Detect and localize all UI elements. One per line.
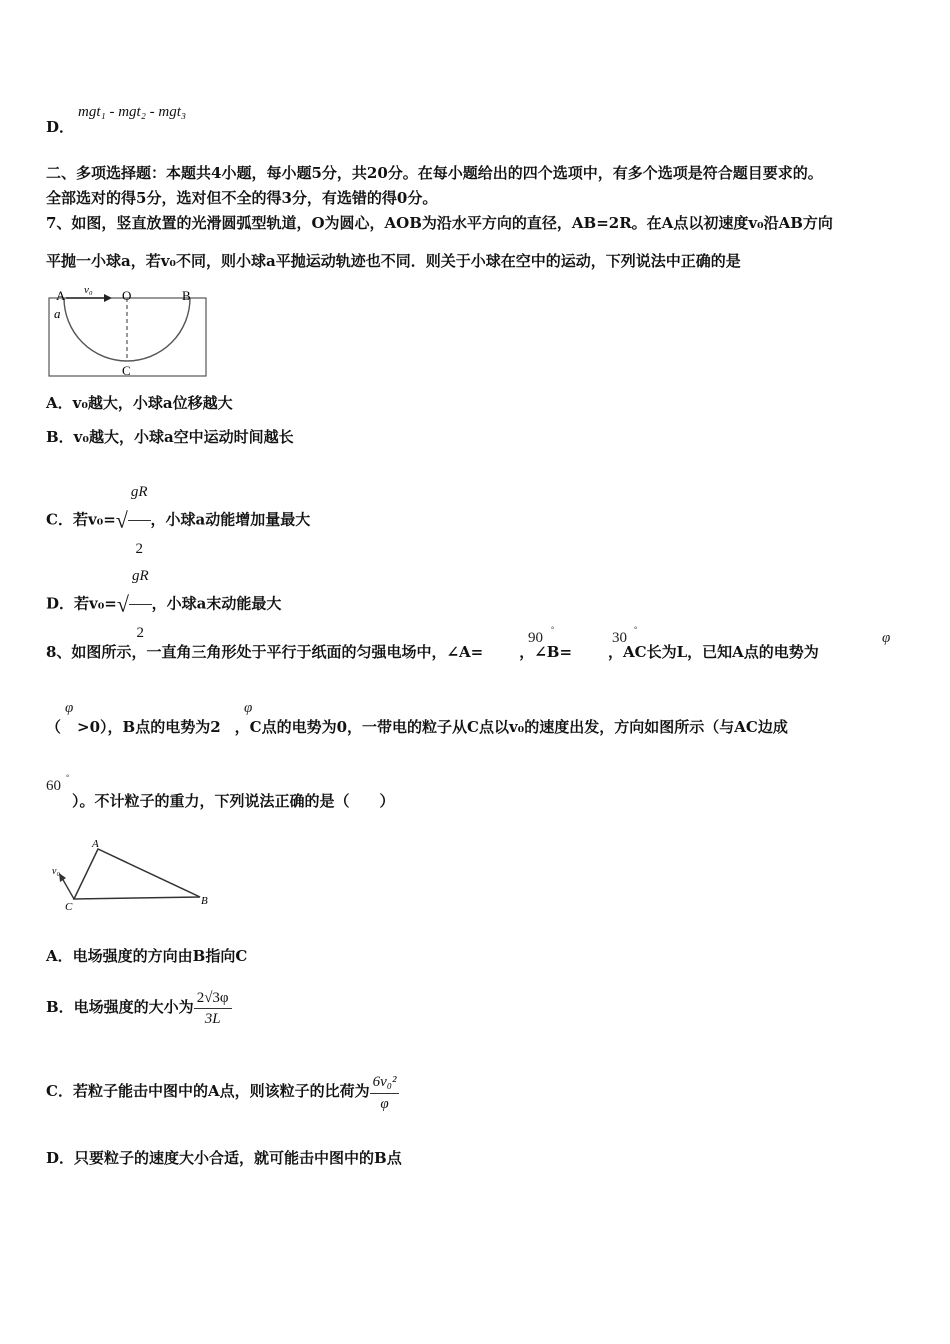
q8-angle-a-value: 90 — [528, 630, 543, 646]
q7-option-a: A．v₀越大，小球a位移越大 — [46, 394, 233, 412]
q7-option-b: B．v₀越大，小球a空中运动时间越长 — [46, 428, 294, 446]
q8-phi-1: φ — [882, 630, 891, 646]
sqrt-icon: √ — [116, 591, 129, 617]
q8-stem-d: （ — [46, 718, 62, 736]
q8-stem-row2 — [46, 716, 788, 737]
q8-option-c — [46, 1066, 399, 1116]
q8-stem-a: 8、如图所示，一直角三角形处于平行于纸面的匀强电场中，∠A= — [46, 643, 484, 661]
q8-angle-60-deg: ° — [66, 773, 70, 782]
q8-angle-b-deg: ° — [634, 625, 638, 634]
section2-heading-line2: 全部选对的得5分，选对但不全的得3分，有选错的得0分。 — [46, 189, 438, 207]
q8-figure-v0-arrowhead — [59, 873, 66, 882]
q8-option-d: D．只要粒子的速度大小合适，就可能击中图中的B点 — [46, 1149, 402, 1167]
q8-option-c-pre: C．若粒子能击中图中的A点，则该粒子的比荷为 — [46, 1082, 370, 1100]
q6-option-d-formula: mgt₁ - mgt₂ - mgt₃ — [78, 104, 187, 120]
q8-angle-b-value: 30 — [612, 630, 627, 646]
q8-stem-b: ，∠B= — [519, 643, 573, 661]
q8-stem-c: ，AC长为L，已知A点的电势为 — [608, 643, 819, 661]
q7-stem-line1: 7、如图，竖直放置的光滑圆弧型轨道，O为圆心，AOB为沿水平方向的直径，AB=2R。在A点以初速度v₀沿AB方向 — [46, 214, 833, 232]
q7-stem-line2: 平抛一小球a，若v₀不同，则小球a平抛运动轨迹也不同．则关于小球在空中的运动，下列说法中正确的是 — [46, 252, 741, 270]
q8-option-b-pre: B．电场强度的大小为 — [46, 998, 194, 1016]
q7-figure-label-a-point: A — [56, 288, 66, 303]
section2-heading-line1: 二、多项选择题：本题共4小题，每小题5分，共20分。在每小题给出的四个选项中，有多个选项是符合题目要求的。 — [46, 164, 823, 182]
q7-option-d-post: ，小球a末动能最大 — [151, 594, 282, 613]
q7-option-c-fraction: $\frac{gR}{2}$ — [128, 464, 151, 577]
q8-figure-triangle — [74, 849, 200, 899]
q7-figure-label-o: O — [122, 288, 132, 303]
q8-option-a: A．电场强度的方向由B指向C — [46, 947, 248, 965]
q7-figure-label-b: B — [182, 288, 191, 303]
q7-figure-v0-arrowhead — [104, 294, 112, 302]
q8-option-b-fraction: $\frac{2√3\varphi}{3L}$ — [194, 988, 232, 1029]
q8-angle-a-deg: ° — [551, 625, 555, 634]
q7-option-d-fraction: $\frac{gR}{2}$ — [129, 548, 152, 661]
q7-figure — [40, 282, 220, 382]
q8-figure-label-v0: v₀ — [52, 866, 60, 877]
q7-option-d-pre: D．若v₀= — [46, 594, 117, 613]
q8-angle-60-value: 60 — [46, 778, 61, 794]
q8-figure-v0-arrow — [62, 878, 74, 899]
q8-stem-row3: ）。不计粒子的重力，下列说法正确的是（ ） — [72, 792, 395, 810]
q8-figure-label-c: C — [65, 901, 73, 913]
q8-figure-label-a: A — [92, 838, 99, 850]
q8-figure — [48, 834, 218, 914]
q6-option-d — [46, 116, 74, 137]
sqrt-icon: √ — [115, 507, 128, 533]
q6-option-d-label: D． — [46, 118, 75, 136]
q8-stem-e: >0），B点的电势为2 — [77, 718, 221, 736]
q8-option-b — [46, 984, 232, 1030]
q8-stem-f: ，C点的电势为0，一带电的粒子从C点以v₀的速度出发，方向如图所示（与AC边成 — [234, 718, 788, 736]
q7-option-c-pre: C．若v₀= — [46, 510, 116, 529]
q7-figure-label-v0: v₀ — [84, 284, 93, 296]
q7-option-c-post: ，小球a动能增加量最大 — [150, 510, 311, 529]
q8-option-c-fraction: $\frac{\text{6v₀²}}{\varphi}$ — [370, 1071, 400, 1114]
q7-figure-label-ball-a: a — [54, 306, 61, 321]
q8-phi-3: φ — [244, 700, 253, 716]
q7-figure-label-c: C — [122, 363, 131, 378]
q8-phi-2: φ — [65, 700, 74, 716]
q8-figure-label-b: B — [201, 895, 208, 907]
q8-stem-row1 — [46, 641, 819, 662]
